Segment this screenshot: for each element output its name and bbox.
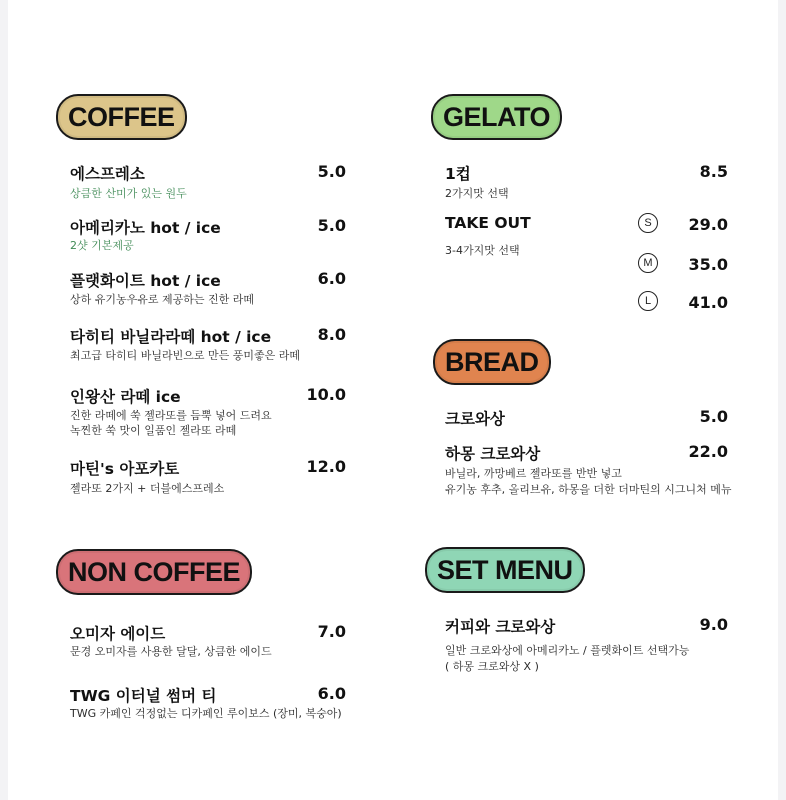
- menu-item-desc: 2가지맛 선택: [445, 187, 509, 200]
- non-coffee-section-title: NON COFFEE: [56, 549, 252, 595]
- menu-item-desc: 3-4가지맛 선택: [445, 244, 520, 257]
- menu-item-name: 오미자 에이드: [70, 625, 166, 643]
- menu-item-name: 1컵: [445, 165, 471, 183]
- menu-item-price: 10.0: [306, 385, 346, 404]
- menu-item-name: 아메리카노 hot / ice: [70, 219, 221, 237]
- menu-item-price: 7.0: [317, 622, 346, 641]
- menu-item-desc: 일반 크로와상에 아메리카노 / 플렛화이트 선택가능: [445, 644, 690, 657]
- menu-item-desc: 유기농 후추, 올리브유, 하몽을 더한 더마틴의 시그니처 메뉴: [445, 483, 732, 496]
- set-menu-section-title: SET MENU: [425, 547, 585, 593]
- coffee-section-title: COFFEE: [56, 94, 187, 140]
- menu-item-desc: ( 하몽 크로와상 X ): [445, 660, 539, 673]
- menu-item-price: 5.0: [317, 216, 346, 235]
- menu-item-desc: 2샷 기본제공: [70, 239, 134, 252]
- menu-item-price: 35.0: [688, 255, 728, 274]
- menu-item-price: 29.0: [688, 215, 728, 234]
- gelato-section-title: GELATO: [431, 94, 562, 140]
- size-m-icon: M: [638, 253, 658, 273]
- bread-section-title: BREAD: [433, 339, 551, 385]
- menu-item-name: TAKE OUT: [445, 214, 531, 232]
- menu-item-desc: 문경 오미자를 사용한 달달, 상큼한 에이드: [70, 645, 272, 658]
- menu-item-desc: 상큼한 산미가 있는 원두: [70, 187, 187, 200]
- menu-item-price: 6.0: [317, 684, 346, 703]
- size-s-icon: S: [638, 213, 658, 233]
- menu-item-price: 41.0: [688, 293, 728, 312]
- menu-item-desc: 최고급 타히티 바닐라빈으로 만든 풍미좋은 라떼: [70, 349, 301, 362]
- menu-item-name: 타히티 바닐라라떼 hot / ice: [70, 328, 272, 346]
- menu-item-desc: TWG 카페인 걱정없는 디카페인 루이보스 (장미, 복숭아): [70, 707, 342, 720]
- menu-item-desc: 녹찐한 쑥 맛이 일품인 젤라또 라떼: [70, 424, 237, 437]
- menu-item-price: 5.0: [317, 162, 346, 181]
- menu-item-price: 22.0: [688, 442, 728, 461]
- menu-item-name: 마틴's 아포카토: [70, 460, 180, 478]
- menu-item-price: 6.0: [317, 269, 346, 288]
- menu-item-desc: 젤라또 2가지 + 더블에스프레소: [70, 482, 225, 495]
- menu-item-name: 에스프레소: [70, 165, 145, 183]
- menu-item-price: 5.0: [699, 407, 728, 426]
- size-l-icon: L: [638, 291, 658, 311]
- menu-item-name: 플랫화이트 hot / ice: [70, 272, 221, 290]
- menu-item-price: 8.0: [317, 325, 346, 344]
- menu-item-name: 인왕산 라떼 ice: [70, 388, 181, 406]
- menu-item-desc: 진한 라떼에 쑥 젤라또를 듬뿍 넣어 드려요: [70, 409, 272, 422]
- menu-item-price: 12.0: [306, 457, 346, 476]
- menu-item-name: 크로와상: [445, 410, 505, 428]
- menu-item-desc: 상하 유기농우유로 제공하는 진한 라떼: [70, 293, 255, 306]
- menu-item-price: 8.5: [699, 162, 728, 181]
- menu-item-name: 하몽 크로와상: [445, 445, 541, 463]
- menu-item-name: TWG 이터널 썸머 티: [70, 687, 217, 705]
- menu-item-desc: 바닐라, 까망베르 젤라또를 반반 넣고: [445, 467, 622, 480]
- menu-item-price: 9.0: [699, 615, 728, 634]
- menu-item-name: 커피와 크로와상: [445, 618, 556, 636]
- menu-page: [8, 0, 778, 800]
